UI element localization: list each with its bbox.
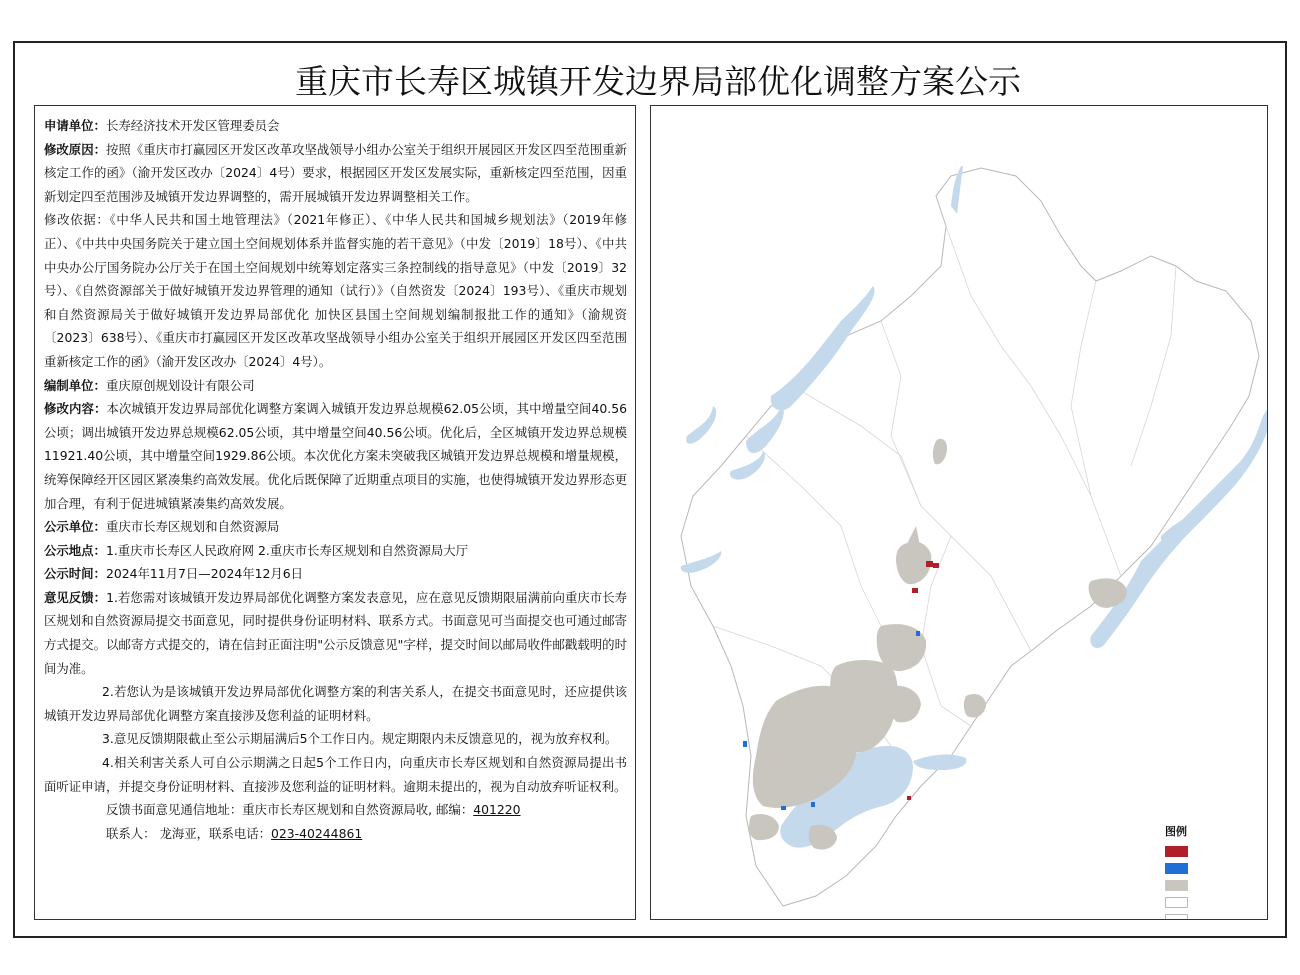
content-label: 修改内容： [44, 401, 107, 417]
period-value: 2024年11月7日—2024年12月6日 [105, 566, 304, 582]
compiler-value: 重庆原创规划设计有限公司 [105, 377, 255, 393]
map-drawing [651, 106, 1268, 920]
compiler-line [44, 374, 627, 398]
content-line [44, 397, 627, 515]
publisher-value: 重庆市长寿区规划和自然资源局 [105, 519, 280, 535]
publisher-line [44, 515, 627, 539]
legend-swatch-out [1165, 846, 1188, 857]
reason-line [44, 138, 627, 209]
feedback-p1: 1.若您需对该城镇开发边界局部优化调整方案发表意见，应在意见反馈期限届满前向重庆市长寿区规划和自然资源局提交书面意见，同时提供身份证明材料、联系方式。书面意见可当面提交也可通过邮寄方式提交。以邮寄方式提交的，请在信封正面注明"公示反馈意见"字样，提交时间以邮局收件邮戳载明的时间为准。 [44, 589, 628, 676]
applicant-label: 申请单位： [44, 118, 106, 133]
compiler-label: 编制单位： [44, 377, 106, 393]
feedback-p4: 4.相关利害关系人可自公示期满之日起5个工作日内，向重庆市长寿区规划和自然资源局提出书面听证申请，并提交身份证明材料、直接涉及您利益的证明材料。逾期未提出的，视为自动放弃听证权利。 [44, 755, 627, 794]
map-legend [1165, 823, 1265, 920]
feedback-label: 意见反馈： [44, 589, 107, 605]
legend-swatch-district [1165, 914, 1188, 920]
reason-label: 修改原因： [44, 141, 107, 157]
boundary-map [650, 105, 1268, 920]
phone-number: 023-40244861 [271, 825, 363, 841]
period-label: 公示时间： [44, 566, 106, 582]
basis-line [44, 208, 627, 373]
feedback-p3: 3.意见反馈期限截止至公示期届满后5个工作日内。规定期限内未反馈意见的，视为放弃权利。 [102, 731, 618, 747]
location-line [44, 539, 627, 563]
basis-label: 修改依据： [44, 212, 110, 228]
legend-row-protect [1165, 877, 1265, 894]
contact-line [44, 822, 627, 846]
legend-row-district [1165, 911, 1265, 920]
legend-row-township [1165, 894, 1265, 911]
location-value: 1.重庆市长寿区人民政府网 2.重庆市长寿区规划和自然资源局大厅 [105, 542, 469, 558]
applicant-line [44, 114, 627, 138]
feedback-p2: 2.若您认为是该城镇开发边界局部优化调整方案的利害关系人，在提交书面意见时，还应提供该城镇开发边界局部优化调整方案直接涉及您利益的证明材料。 [44, 684, 627, 723]
contact-label: 联系人： 龙海亚，联系电话： [106, 825, 272, 841]
period-line [44, 562, 627, 586]
basis-value: 《中华人民共和国土地管理法》（2021年修正）、《中华人民共和国城乡规划法》（2019年修正）、《中共中央国务院关于建立国土空间规划体系并监督实施的若干意见》（中发〔2019〕18号）、《中共中央办公厅国务院办公厅关于在国土空间规划中统筹划定落实三条控制线的指导意见》（中发〔2019〕32号）、《自然资源部关于做好城镇开发边界管理的通知（试行）》（自然资发〔2024〕193号）、《重庆市规划和自然资源局关于做好城镇开发边界局部优化 加快区县国土空间规划编制报批工作的通知》（渝规资〔2023〕638号）、《重庆市打赢园区开发区改革攻坚战领导小组办公室关于组织开展园区开发区四至范围重新核定工作的函》（渝开发区改办〔2024〕4号）。 [44, 212, 628, 369]
page-title: 重庆市长寿区城镇开发边界局部优化调整方案公示 [295, 62, 1021, 101]
legend-title: 图例 [1165, 825, 1187, 838]
postcode: 401220 [473, 802, 521, 818]
feedback-line-1 [44, 586, 627, 680]
address-line [44, 798, 627, 822]
location-label: 公示地点： [44, 542, 106, 558]
legend-swatch-protect [1165, 880, 1188, 891]
legend-row-out [1165, 843, 1265, 860]
legend-swatch-township [1165, 897, 1188, 908]
address-label: 反馈书面意见通信地址：重庆市长寿区规划和自然资源局收, 邮编： [106, 802, 474, 818]
legend-swatch-in [1165, 863, 1188, 874]
notice-text-panel [34, 105, 636, 920]
content-value: 本次城镇开发边界局部优化调整方案调入城镇开发边界总规模62.05公顷，其中增量空间40.56公顷；调出城镇开发边界总规模62.05公顷，其中增量空间40.56公顷。优化后，全区城镇开发边界总规模11921.40公顷，其中增量空间1929.86公顷。本次优化方案未突破我区城镇开发边界总规模和增量规模，统筹保障经开区园区紧凑集约高效发展。优化后既保障了近期重点项目的实施，也使得城镇开发边界形态更加合理，有利于促进城镇紧凑集约高效发展。 [44, 401, 627, 511]
legend-row-in [1165, 860, 1265, 877]
reason-value: 按照《重庆市打赢园区开发区改革攻坚战领导小组办公室关于组织开展园区开发区四至范围重新核定工作的函》（渝开发区改办〔2024〕4号）要求，根据园区开发区发展实际，重新核定四至范围，因重新划定四至范围涉及城镇开发边界调整的，需开展城镇开发边界调整相关工作。 [44, 141, 628, 204]
publisher-label: 公示单位： [44, 519, 106, 535]
applicant-value: 长寿经济技术开发区管理委员会 [105, 118, 280, 133]
